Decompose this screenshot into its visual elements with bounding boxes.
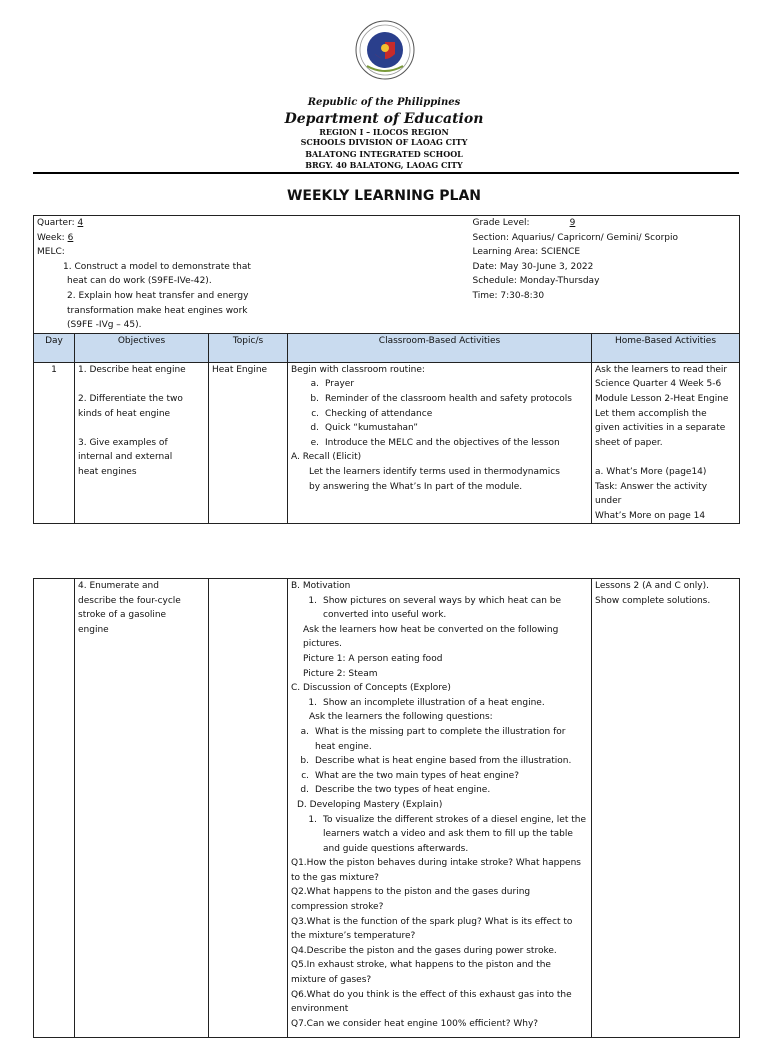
quarter-value: 4 — [77, 218, 84, 228]
home-cell: Lessons 2 (A and C only). Show complete solutions. — [592, 579, 740, 1038]
motivation-heading: B. Motivation — [291, 581, 351, 591]
region-line: REGION I – ILOCOS REGION — [319, 127, 449, 137]
recall-heading: A. Recall (Elicit) — [291, 452, 362, 463]
developing-heading: D. Developing Mastery (Explain) — [297, 799, 443, 810]
learning-plan-table — [33, 215, 740, 524]
learning-plan-table-continued — [33, 578, 740, 1038]
table-row — [34, 362, 740, 524]
column-header-row — [34, 333, 740, 362]
page-title: WEEKLY LEARNING PLAN — [286, 188, 481, 204]
week-value: 6 — [67, 232, 74, 243]
day-cell — [34, 579, 75, 1038]
grade-value: 9 — [569, 218, 576, 228]
info-left: Quarter: 4 Week: 6 MELC: 1. Construct a model to demonstrate that heat can do work (S9FE-IVe-42). 2. Explain how heat transfer and energy transformation make heat engines work (S9FE -IVg – 45). — [34, 216, 592, 334]
home-cell: Ask the learners to read their Science Quarter 4 Week 5-6 Module Lesson 2-Heat Engine Let them accomplish the given activities in a separate sheet of paper. a. What’s More (page14) Task: Answer the activity under What’s More on page 14 — [592, 362, 740, 524]
topic-cell — [209, 579, 288, 1038]
classroom-cell: B. Motivation 1. Show pictures on several ways by which heat can be converted into useful work. Ask the learners how heat be converted on the following pictures. Picture 1: A person eating food Picture 2: Steam C. Discussion of Concepts (Explore) 1. Show an incomplete illustration of a heat engine. Ask the learners the following questions: a. What is the missing part to complete the illustration for heat engine. b. Describe what is heat engine based from the illustration. c. What are the two main types of heat engine? d. Describe the two types of heat engine. D. Developing Mastery (Explain) 1. To visualize the different strokes of a diesel engine, let the learners watch a video and ask them to fill up the table and guide questions afterwards. Q1.How the piston behaves during intake stroke? What happens to the gas mixture? Q2.What happens to the piston and the gases during compression stroke? Q3.What is the function of the spark plug? What is its effect to the mixture’s temperature? Q4.Describe the piston and the gases during power stroke. Q5.In exhaust stroke, what happens to the piston and the mixture of gases? Q6.What do you think is the effect of this exhaust gas into the environment Q7.Can we consider heat engine 100% efficient? Why? — [288, 579, 592, 1038]
school-line: BALATONG INTEGRATED SCHOOL — [305, 149, 463, 159]
time-line: Time: 7:30-8:30 — [472, 290, 545, 301]
header-divider — [33, 172, 739, 174]
melc-2: 2. Explain how heat transfer and energy — [67, 290, 249, 301]
discussion-heading: C. Discussion of Concepts (Explore) — [291, 683, 451, 694]
col-classroom: Classroom-Based Activities — [288, 333, 592, 362]
schedule-line: Schedule: Monday-Thursday — [472, 276, 600, 287]
department-line: Department of Education — [284, 111, 484, 127]
deped-seal-logo — [355, 20, 415, 80]
objectives-cell: 4. Enumerate and describe the four-cycle stroke of a gasoline engine — [75, 579, 209, 1038]
table-row — [34, 579, 740, 1038]
objectives-cell: 1. Describe heat engine 2. Differentiate the two kinds of heat engine 3. Give examples of internal and external heat engines — [75, 362, 209, 524]
address-line: BRGY. 40 BALATONG, LAOAG CITY — [305, 160, 463, 170]
col-home: Home-Based Activities — [592, 333, 740, 362]
date-line: Date: May 30-June 3, 2022 — [472, 261, 594, 272]
section-line: Section: Aquarius/ Capricorn/ Gemini/ Scorpio — [472, 232, 679, 243]
col-topics: Topic/s — [209, 333, 288, 362]
topic-cell: Heat Engine — [209, 362, 288, 524]
day-cell: 1 — [34, 362, 75, 524]
col-objectives: Objectives — [75, 333, 209, 362]
republic-line: Republic of the Philippines — [307, 97, 461, 108]
area-line: Learning Area: SCIENCE — [472, 247, 581, 258]
col-day: Day — [34, 333, 75, 362]
classroom-cell: Begin with classroom routine: a. Prayer b. Reminder of the classroom health and safety protocols c. Checking of attendance d. Quick “kumustahan” e. Introduce the MELC and the objectives of the lesson A. Recall (Elicit) Let the learners identify terms used in thermodynamics by answering the What’s In part of the module. — [288, 362, 592, 524]
info-row — [34, 216, 740, 334]
division-line: SCHOOLS DIVISION OF LAOAG CITY — [300, 137, 468, 147]
melc-1: 1. Construct a model to demonstrate that — [63, 261, 251, 272]
info-right: Grade Level: 9 Section: Aquarius/ Capricorn/ Gemini/ Scorpio Learning Area: SCIENCE Date: May 30-June 3, 2022 Schedule: Monday-Thursday Time: 7:30-8:30 — [592, 216, 740, 334]
